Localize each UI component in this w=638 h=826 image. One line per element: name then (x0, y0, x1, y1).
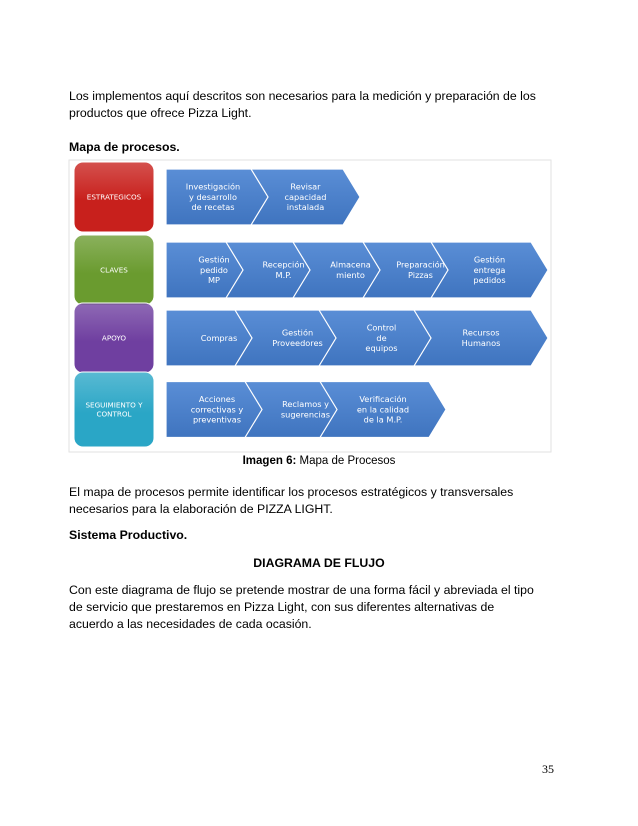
flowchart-line-3: acuerdo a las necesidades de cada ocasión. (69, 617, 312, 631)
caption-label: Imagen 6: (242, 455, 297, 467)
process-label-seguimiento-control-2-line-2: sugerencias (280, 409, 331, 420)
figure-caption (0, 455, 638, 467)
process-label-seguimiento-control-1-line-1: Acciones (198, 394, 236, 405)
process-label-apoyo-2-line-1: Gestión (281, 327, 314, 338)
process-label-claves-5-line-3: pedidos (473, 275, 506, 286)
process-label-claves-3-line-2: miento (336, 269, 365, 280)
page-number: 35 (542, 762, 554, 776)
process-label-estrategicos-1-line-2: y desarrollo (189, 191, 237, 202)
category-label-apoyo-line-1: APOYO (101, 333, 127, 343)
process-label-apoyo-4-line-1: Recursos (462, 327, 500, 338)
flowchart-heading: DIAGRAMA DE FLUJO (253, 556, 385, 570)
process-label-estrategicos-1-line-3: de recetas (191, 202, 235, 213)
process-label-seguimiento-control-2-line-1: Reclamos y (282, 399, 329, 410)
process-label-seguimiento-control-1-line-3: preventivas (192, 414, 242, 425)
flowchart-line-1: Con este diagrama de flujo se pretende mostrar de una forma fácil y abreviada el tipo (69, 583, 534, 597)
process-label-claves-1-line-1: Gestión (198, 254, 230, 265)
process-label-claves-3-line-1: Almacena (330, 259, 371, 270)
intro-line-1: Los implementos aquí descritos son necesarios para la medición y preparación de los (69, 89, 536, 103)
flowchart-paragraph (69, 582, 551, 633)
process-label-claves-4-line-2: Pizzas (408, 269, 433, 280)
process-label-estrategicos-2-line-1: Revisar (290, 181, 321, 192)
process-label-apoyo-4-line-2: Humanos (461, 337, 501, 348)
process-label-seguimiento-control-3-line-2: en la calidad (356, 404, 410, 415)
process-label-estrategicos-2-line-3: instalada (286, 202, 325, 213)
process-label-claves-2-line-1: Recepción (262, 259, 305, 270)
section-title: Mapa de procesos. (69, 140, 180, 154)
process-label-apoyo-3-line-2: de (376, 332, 387, 343)
process-label-claves-1-line-3: MP (207, 275, 221, 286)
process-label-seguimiento-control-3-line-3: de la M.P. (363, 414, 403, 425)
category-label-seguimiento-control-line-1: SEGUIMIENTO Y (85, 400, 143, 410)
category-label-seguimiento-control-line-2: CONTROL (96, 409, 132, 419)
intro-line-2: productos que ofrece Pizza Light. (69, 106, 252, 120)
process-label-claves-5-line-1: Gestión (473, 254, 506, 265)
caption-text: Mapa de Procesos (296, 455, 396, 467)
subsection-title: Sistema Productivo. (69, 528, 188, 542)
category-label-estrategicos-line-1: ESTRATEGICOS (86, 192, 142, 202)
process-label-apoyo-3-line-1: Control (366, 322, 397, 333)
process-label-claves-1-line-2: pedido (200, 264, 228, 275)
process-label-claves-2-line-2: M.P. (275, 269, 292, 280)
process-label-apoyo-2-line-2: Proveedores (272, 337, 323, 348)
process-label-estrategicos-2-line-2: capacidad (284, 191, 327, 202)
process-label-seguimiento-control-1-line-2: correctivas y (190, 404, 244, 415)
process-label-claves-4-line-1: Preparación (396, 259, 445, 270)
process-label-claves-5-line-2: entrega (473, 264, 506, 275)
process-label-seguimiento-control-3-line-1: Verificación (359, 394, 407, 405)
flowchart-line-2: de servicio que prestaremos en Pizza Light, con sus diferentes alternativas de (69, 600, 495, 614)
description-line-1: El mapa de procesos permite identificar los procesos estratégicos y transversales (69, 485, 514, 499)
process-label-apoyo-1-line-1: Compras (200, 332, 238, 343)
category-label-claves-line-1: CLAVES (100, 265, 128, 275)
process-label-estrategicos-1-line-1: Investigación (185, 181, 241, 192)
description-line-2: necesarios para la elaboración de PIZZA LIGHT. (69, 502, 333, 516)
process-label-apoyo-3-line-3: equipos (365, 343, 398, 354)
description-paragraph (69, 484, 551, 518)
